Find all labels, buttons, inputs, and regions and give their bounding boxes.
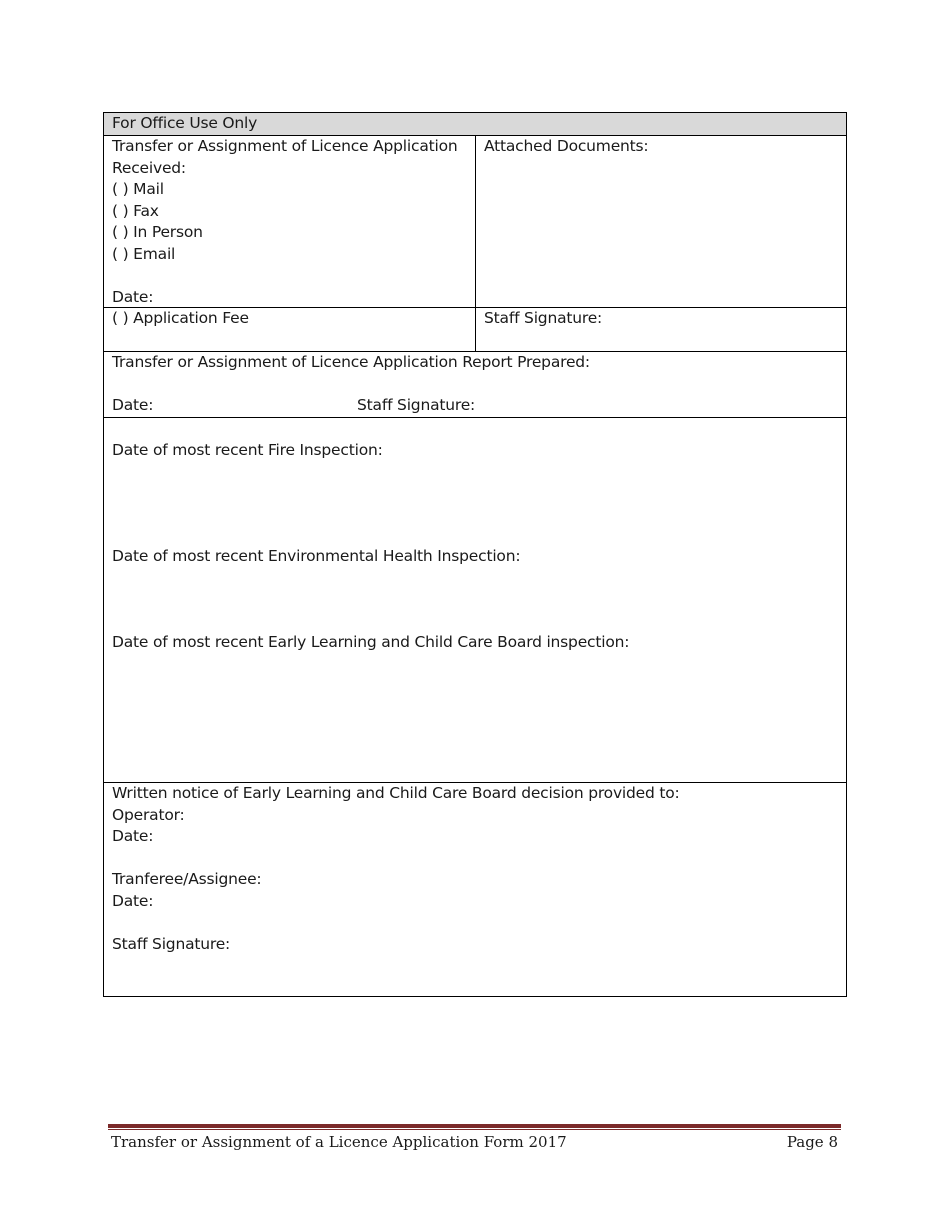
form-header-row (104, 113, 846, 135)
application-fee-cell (104, 308, 476, 351)
page-footer (111, 1132, 838, 1152)
page-number: Page 8 (786, 1133, 838, 1151)
transferee-label: Tranferee/Assignee: (112, 870, 262, 888)
environmental-inspection-label: Date of most recent Environmental Health Inspection: (112, 547, 521, 565)
board-inspection-label: Date of most recent Early Learning and Child Care Board inspection: (112, 632, 630, 651)
received-row (104, 135, 846, 307)
spacer (112, 568, 838, 632)
report-row (104, 351, 846, 417)
footer-rule-thin (108, 1129, 841, 1130)
form-header: For Office Use Only (112, 114, 258, 132)
office-use-form (103, 112, 847, 997)
received-option-mail[interactable]: ( ) Mail (112, 180, 164, 198)
spacer (112, 374, 838, 396)
received-option-fax[interactable]: ( ) Fax (112, 201, 159, 220)
footer-rule (108, 1124, 841, 1128)
received-option-email[interactable]: ( ) Email (112, 244, 176, 263)
report-date-signature-line (112, 395, 838, 417)
notice-row (104, 782, 846, 996)
application-fee-option[interactable]: ( ) Application Fee (112, 309, 249, 327)
staff-signature-label: Staff Signature: (484, 309, 603, 327)
notice-staff-signature-label: Staff Signature: (112, 934, 231, 953)
spacer (112, 265, 467, 287)
received-date-label: Date: (112, 287, 154, 306)
inspections-row (104, 417, 846, 782)
received-title-line2: Received: (112, 158, 186, 177)
operator-date-label: Date: (112, 827, 154, 845)
spacer (112, 912, 838, 934)
report-date-label: Date: (112, 396, 154, 414)
received-option-in-person[interactable]: ( ) In Person (112, 223, 203, 241)
footer-title: Transfer or Assignment of a Licence Application Form 2017 (111, 1133, 567, 1151)
inspections-cell (104, 418, 846, 782)
notice-cell (104, 783, 846, 996)
attached-documents-label: Attached Documents: (484, 137, 649, 155)
received-title-line1: Transfer or Assignment of Licence Application (112, 137, 458, 155)
received-cell (104, 136, 476, 307)
operator-label: Operator: (112, 805, 185, 824)
fire-inspection-label: Date of most recent Fire Inspection: (112, 440, 383, 459)
notice-title: Written notice of Early Learning and Child Care Board decision provided to: (112, 784, 680, 802)
transferee-date-label: Date: (112, 891, 154, 910)
staff-signature-cell[interactable] (476, 308, 846, 351)
spacer (112, 461, 838, 546)
report-cell (104, 352, 846, 417)
spacer (112, 418, 838, 440)
report-title: Transfer or Assignment of Licence Application Report Prepared: (112, 353, 590, 371)
spacer (112, 848, 838, 870)
report-staff-signature-label: Staff Signature: (357, 396, 476, 414)
fee-row (104, 307, 846, 351)
attached-documents-cell[interactable] (476, 136, 846, 307)
